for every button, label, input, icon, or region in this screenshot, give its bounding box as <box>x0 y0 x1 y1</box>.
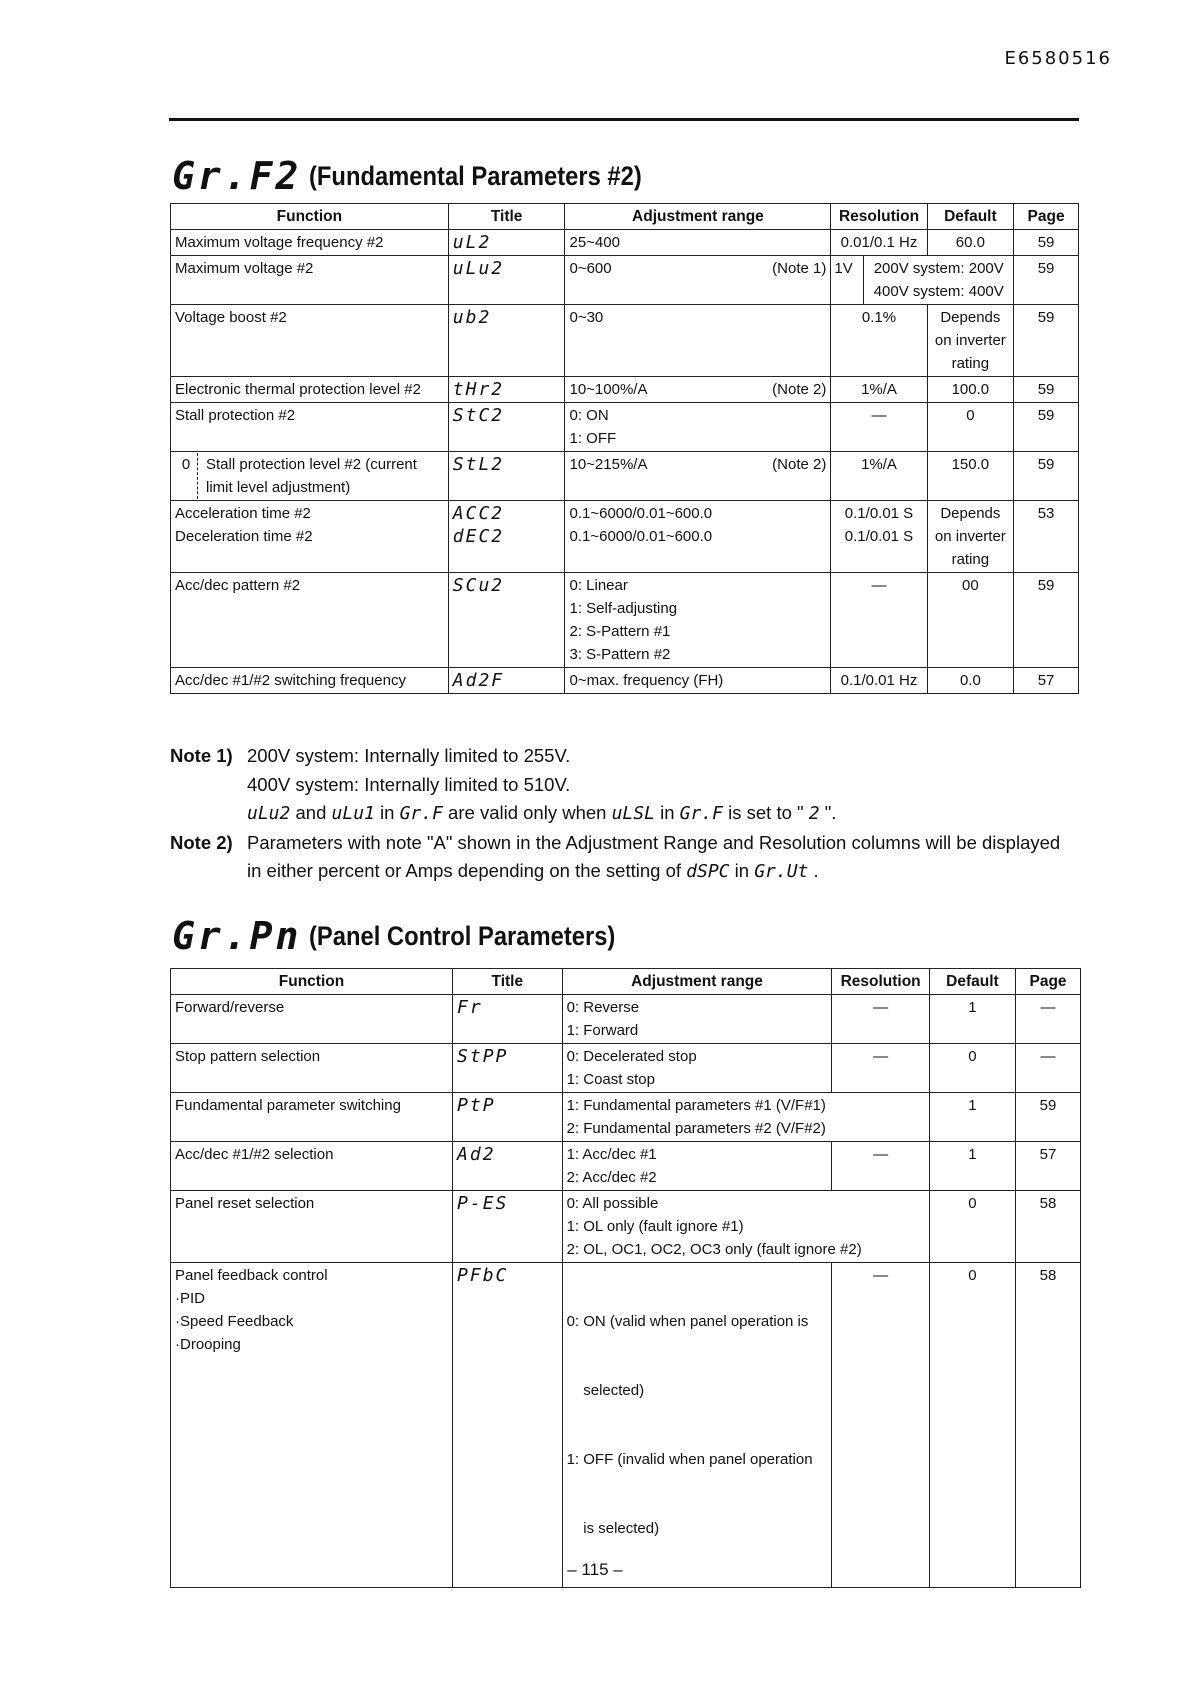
col-header: Adjustment range <box>565 204 831 230</box>
function-cell: Fundamental parameter switching <box>171 1093 453 1142</box>
title-code <box>448 501 565 573</box>
note1-text: 400V system: Internally limited to 510V. <box>247 773 571 795</box>
resolution-line: 0.1/0.01 S <box>844 528 914 545</box>
function-cell: Panel reset selection <box>171 1191 453 1263</box>
default-cell: 00 <box>927 573 1013 668</box>
function-cell: Stall protection #2 <box>171 403 449 452</box>
resolution-cell: 0.1% <box>831 305 927 377</box>
function-cell: Electronic thermal protection level #2 <box>171 377 449 403</box>
table-row <box>171 403 1079 452</box>
table-header-row <box>171 204 1079 230</box>
range-line: selected) <box>566 1382 645 1399</box>
default-cell: 1 <box>929 1093 1015 1142</box>
page-cell: 59 <box>1014 305 1079 377</box>
function-cell: Stop pattern selection <box>171 1044 453 1093</box>
section2-code: Gr.Pn <box>172 914 302 958</box>
range-cell <box>562 1093 929 1142</box>
resolution-line: 0.1/0.01 S <box>844 505 914 522</box>
table-row <box>171 305 1079 377</box>
col-header: Resolution <box>831 204 927 230</box>
page-cell: 59 <box>1014 573 1079 668</box>
sub-level-marker: 0 <box>175 453 198 499</box>
page-cell: 59 <box>1014 230 1079 256</box>
function-line: Acceleration time #2 <box>175 505 311 522</box>
title-code: uLu2 <box>448 256 565 305</box>
range-cell <box>562 1191 929 1263</box>
note-text: . <box>808 860 819 881</box>
title-code: StC2 <box>448 403 565 452</box>
section1-title: (Fundamental Parameters #2) <box>309 160 643 191</box>
function-cell: Acc/dec #1/#2 switching frequency <box>171 668 449 694</box>
range-line: 0: ON (valid when panel operation is <box>566 1313 809 1330</box>
title-code: tHr2 <box>448 377 565 403</box>
range-line: 1: Fundamental parameters #1 (V/F#1) <box>566 1097 826 1114</box>
range-line: 1: Coast stop <box>566 1071 655 1088</box>
title-code: ub2 <box>448 305 565 377</box>
param-code: Gr.Ut <box>754 861 809 882</box>
range-line: 2: S-Pattern #1 <box>569 623 671 640</box>
header-rule <box>169 118 1079 121</box>
resolution-default-cell <box>831 256 1014 305</box>
title-code: P-ES <box>453 1191 563 1263</box>
col-header: Default <box>929 969 1015 995</box>
table-row <box>171 452 1079 501</box>
note2-text: Parameters with note "A" shown in the Adjustment Range and Resolution columns will be displayed <box>247 831 1061 853</box>
default-cell: 0 <box>929 1263 1015 1588</box>
range-cell: 0~30 <box>565 305 831 377</box>
section2-heading <box>172 914 658 958</box>
range-line: 2: Acc/dec #2 <box>566 1169 657 1186</box>
default-cell: 1 <box>929 995 1015 1044</box>
function-cell: Maximum voltage #2 <box>171 256 449 305</box>
page-cell: 59 <box>1016 1093 1081 1142</box>
default-line: 400V system: 400V <box>873 283 1004 300</box>
page-cell: 58 <box>1016 1191 1081 1263</box>
resolution-cell: — <box>831 403 927 452</box>
col-header: Resolution <box>832 969 929 995</box>
fundamental-params-table <box>170 203 1079 694</box>
title-code: StL2 <box>448 452 565 501</box>
resolution-cell: 1%/A <box>831 377 927 403</box>
table-row <box>171 501 1079 573</box>
function-cell: Voltage boost #2 <box>171 305 449 377</box>
range-line: 1: Forward <box>566 1022 639 1039</box>
section2-title: (Panel Control Parameters) <box>309 920 616 951</box>
col-header: Function <box>171 204 449 230</box>
range-line: 3: S-Pattern #2 <box>569 646 671 663</box>
range-line: is selected) <box>566 1520 660 1537</box>
param-code: Gr.F <box>679 803 723 824</box>
range-cell <box>562 1044 832 1093</box>
default-line: 200V system: 200V <box>873 260 1004 277</box>
default-cell: 0 <box>929 1191 1015 1263</box>
title-code: Ad2F <box>448 668 565 694</box>
resolution-cell: — <box>832 995 929 1044</box>
note-ref: (Note 2) <box>772 456 827 473</box>
col-header: Adjustment range <box>562 969 832 995</box>
default-cell: 100.0 <box>927 377 1013 403</box>
range-cell <box>562 995 832 1044</box>
note-ref: (Note 1) <box>772 260 827 277</box>
range-line: 0: ON <box>569 407 609 424</box>
note2-label: Note 2) <box>170 831 233 853</box>
note-text: in <box>374 802 400 823</box>
range-cell <box>565 403 831 452</box>
range-line: 1: OFF (invalid when panel operation <box>566 1451 813 1468</box>
note1-label: Note 1) <box>170 745 233 766</box>
default-cell: 60.0 <box>927 230 1013 256</box>
range-cell <box>562 1263 832 1588</box>
col-header: Page <box>1016 969 1081 995</box>
table-row <box>171 1142 1081 1191</box>
title-code: Ad2 <box>453 1142 563 1191</box>
resolution-cell: 1V <box>831 256 864 304</box>
page-cell: 58 <box>1016 1263 1081 1588</box>
function-cell <box>171 1263 453 1588</box>
range-cell <box>562 1142 832 1191</box>
default-cell: 0 <box>927 403 1013 452</box>
page-cell: 59 <box>1014 403 1079 452</box>
range-cell <box>565 256 831 305</box>
range-line: 0.1~6000/0.01~600.0 <box>569 505 713 522</box>
table-row <box>171 573 1079 668</box>
range-line: 1: OFF <box>569 430 617 447</box>
panel-control-table <box>170 968 1081 1588</box>
table-row <box>171 230 1079 256</box>
table-row <box>171 1093 1081 1142</box>
range-line: 1: Self-adjusting <box>569 600 678 617</box>
page-cell: 59 <box>1014 377 1079 403</box>
function-cell: Forward/reverse <box>171 995 453 1044</box>
note-text: in <box>654 802 680 823</box>
table-header-row <box>171 969 1081 995</box>
resolution-cell <box>831 501 927 573</box>
page-cell: — <box>1016 1044 1081 1093</box>
range-line: 0: Linear <box>569 577 628 594</box>
document-number: E6580516 <box>1004 48 1112 69</box>
note-text: in <box>729 860 755 881</box>
function-text: Stall protection level #2 (current limit level adjustment) <box>206 456 417 496</box>
range-cell <box>565 377 831 403</box>
note-text: is set to " <box>722 802 809 823</box>
range-cell: 0~max. frequency (FH) <box>565 668 831 694</box>
title-code: Fr <box>453 995 563 1044</box>
note2-line2 <box>170 857 1060 887</box>
title-code: PtP <box>453 1093 563 1142</box>
table-row <box>171 995 1081 1044</box>
default-cell: 0 <box>929 1044 1015 1093</box>
resolution-cell: — <box>832 1044 929 1093</box>
note-ref: (Note 2) <box>772 381 827 398</box>
page-cell: — <box>1016 995 1081 1044</box>
page-cell: 53 <box>1014 501 1079 573</box>
section1-heading <box>172 154 688 198</box>
param-code: uLSL <box>611 803 655 824</box>
param-code: uLu1 <box>331 803 375 824</box>
page-cell: 57 <box>1016 1142 1081 1191</box>
range-line: 2: OL, OC1, OC2, OC3 only (fault ignore #2) <box>566 1241 862 1258</box>
function-cell <box>171 501 449 573</box>
table-row <box>171 1044 1081 1093</box>
note-text: are valid only when <box>442 802 612 823</box>
table-row <box>171 1191 1081 1263</box>
default-cell: 1 <box>929 1142 1015 1191</box>
title-code: SCu2 <box>448 573 565 668</box>
range-cell <box>565 452 831 501</box>
function-cell: Maximum voltage frequency #2 <box>171 230 449 256</box>
notes-block <box>170 742 1060 887</box>
default-cell: 150.0 <box>927 452 1013 501</box>
range-line: 0.1~6000/0.01~600.0 <box>569 528 713 545</box>
range-line: 1: OL only (fault ignore #1) <box>566 1218 744 1235</box>
page-cell: 57 <box>1014 668 1079 694</box>
table-row <box>171 377 1079 403</box>
function-cell <box>171 452 449 501</box>
note-text: in either percent or Amps depending on the setting of <box>247 860 687 881</box>
title-line: dEC2 <box>452 526 505 547</box>
function-line: ·Speed Feedback <box>175 1313 294 1330</box>
title-code: PFbC <box>453 1263 563 1588</box>
table-row <box>171 256 1079 305</box>
range-cell: 25~400 <box>565 230 831 256</box>
function-line: ·Drooping <box>175 1336 241 1353</box>
note1-line3 <box>170 799 1060 829</box>
param-code: Gr.F <box>399 803 443 824</box>
table-row <box>171 668 1079 694</box>
col-header: Default <box>927 204 1013 230</box>
param-code: dSPC <box>686 861 730 882</box>
resolution-cell: 1%/A <box>831 452 927 501</box>
resolution-cell: — <box>832 1142 929 1191</box>
resolution-cell: 0.01/0.1 Hz <box>831 230 927 256</box>
range-text: 10~100%/A <box>569 381 648 398</box>
range-line: 1: Acc/dec #1 <box>566 1146 657 1163</box>
page-cell: 59 <box>1014 452 1079 501</box>
range-cell <box>565 573 831 668</box>
default-cell: Depends on inverter rating <box>927 501 1013 573</box>
param-code: uLu2 <box>247 803 291 824</box>
note1-text: 200V system: Internally limited to 255V. <box>247 745 571 766</box>
col-header: Title <box>453 969 563 995</box>
section1-code: Gr.F2 <box>172 154 302 198</box>
table-row <box>171 1263 1081 1588</box>
range-line: 0: Decelerated stop <box>566 1048 697 1065</box>
title-code: StPP <box>453 1044 563 1093</box>
range-text: 10~215%/A <box>569 456 648 473</box>
range-cell <box>565 501 831 573</box>
resolution-cell: 0.1/0.01 Hz <box>831 668 927 694</box>
default-cell: Depends on inverter rating <box>927 305 1013 377</box>
page-number: – 115 – <box>567 1560 623 1579</box>
note-text: and <box>290 802 332 823</box>
default-cell: 0.0 <box>927 668 1013 694</box>
col-header: Function <box>171 969 453 995</box>
note-text: ". <box>819 802 837 823</box>
function-line: ·PID <box>175 1290 205 1307</box>
function-line: Panel feedback control <box>175 1267 328 1284</box>
function-cell: Acc/dec pattern #2 <box>171 573 449 668</box>
page-cell: 59 <box>1014 256 1079 305</box>
col-header: Page <box>1014 204 1079 230</box>
param-code: 2 <box>808 803 820 824</box>
title-code: uL2 <box>448 230 565 256</box>
range-text: 0~600 <box>569 260 612 277</box>
range-line: 0: Reverse <box>566 999 640 1016</box>
col-header: Title <box>448 204 565 230</box>
resolution-cell: — <box>832 1263 929 1588</box>
function-cell: Acc/dec #1/#2 selection <box>171 1142 453 1191</box>
function-line: Deceleration time #2 <box>175 528 313 545</box>
resolution-cell: — <box>831 573 927 668</box>
range-line: 0: All possible <box>566 1195 659 1212</box>
title-line: ACC2 <box>452 503 505 524</box>
range-line: 2: Fundamental parameters #2 (V/F#2) <box>566 1120 826 1137</box>
